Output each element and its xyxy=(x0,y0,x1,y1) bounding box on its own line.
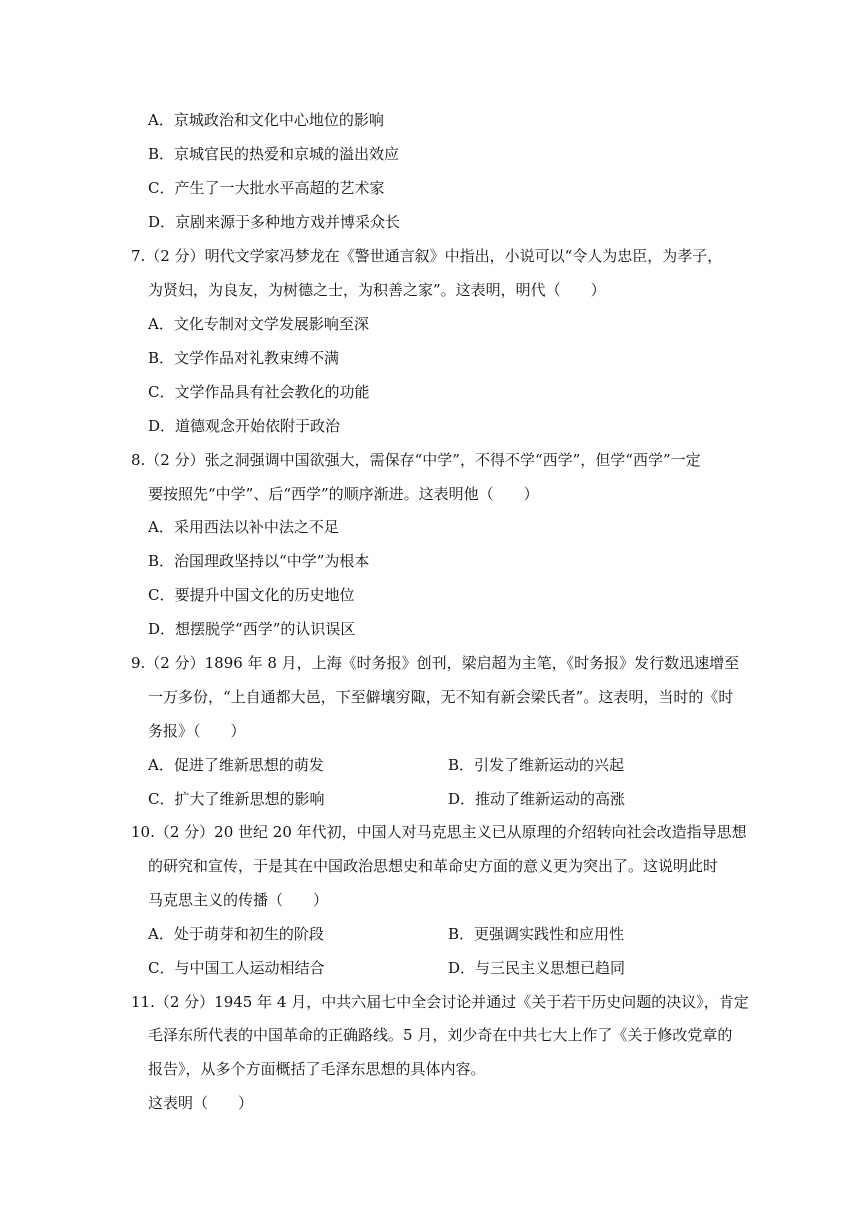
q7-option-b: B．文学作品对礼教束缚不满 xyxy=(148,349,340,367)
q9-option-c: C．扩大了维新思想的影响 xyxy=(148,790,325,808)
q6-option-a: A．京城政治和文化中心地位的影响 xyxy=(148,111,384,129)
q8-stem-line-2: 要按照先“中学”、后“西学”的顺序渐进。这表明他（ ） xyxy=(148,485,539,503)
q8-stem-line-1: 8.（2 分）张之洞强调中国欲强大，需保存“中学”，不得不学“西学”，但学“西学”一定 xyxy=(131,451,701,469)
q7-stem-line-1: 7.（2 分）明代文学家冯梦龙在《警世通言叙》中指出，小说可以“令人为忠臣，为孝子， xyxy=(131,247,723,265)
q10-stem-line-2: 的研究和宣传，于是其在中国政治思想史和革命史方面的意义更为突出了。这说明此时 xyxy=(148,857,719,875)
q7-option-d: D．道德观念开始依附于政治 xyxy=(148,417,341,435)
q11-stem-line-4: 这表明（ ） xyxy=(148,1094,254,1112)
q9-stem-line-3: 务报》（ ） xyxy=(148,722,246,740)
q11-stem-line-1: 11.（2 分）1945 年 4 月，中共六届七中全会讨论并通过《关于若干历史问题的决议》，肯定 xyxy=(131,993,749,1011)
q11-stem-line-2: 毛泽东所代表的中国革命的正确路线。5 月，刘少奇在中共七大上作了《关于修改党章的 xyxy=(148,1026,733,1044)
q8-option-a: A．采用西法以补中法之不足 xyxy=(148,518,339,536)
q10-stem-line-3: 马克思主义的传播（ ） xyxy=(148,891,329,909)
q6-option-d: D．京剧来源于多种地方戏并博采众长 xyxy=(148,213,401,231)
q10-option-d: D．与三民主义思想已趋同 xyxy=(448,959,626,977)
q8-option-d: D．想摆脱学“西学”的认识误区 xyxy=(148,620,356,638)
q10-option-a: A．处于萌芽和初生的阶段 xyxy=(148,925,324,943)
q10-option-c: C．与中国工人运动相结合 xyxy=(148,959,325,977)
q8-option-c: C．要提升中国文化的历史地位 xyxy=(148,586,355,604)
q9-option-b: B．引发了维新运动的兴起 xyxy=(448,756,625,774)
q7-stem-line-2: 为贤妇，为良友，为树德之士，为积善之家”。这表明，明代（ ） xyxy=(148,281,606,299)
q8-option-b: B．治国理政坚持以“中学”为根本 xyxy=(148,552,370,570)
q11-stem-line-3: 报告》，从多个方面概括了毛泽东思想的具体内容。 xyxy=(148,1060,486,1078)
q10-stem-line-1: 10.（2 分）20 世纪 20 年代初，中国人对马克思主义已从原理的介绍转向社会改造指导思想 xyxy=(131,823,747,841)
q7-option-c: C．文学作品具有社会教化的功能 xyxy=(148,383,370,401)
q7-option-a: A．文化专制对文学发展影响至深 xyxy=(148,315,369,333)
q10-option-b: B．更强调实践性和应用性 xyxy=(448,925,625,943)
q9-stem-line-1: 9.（2 分）1896 年 8 月，上海《时务报》创刊，梁启超为主笔，《时务报》发行数迅速增至 xyxy=(131,654,740,672)
q9-stem-line-2: 一万多份，“上自通都大邑，下至僻壤穷陬，无不知有新会梁氏者”。这表明，当时的《时 xyxy=(148,688,734,706)
q9-option-a: A．促进了维新思想的萌发 xyxy=(148,756,324,774)
q9-option-d: D．推动了维新运动的高涨 xyxy=(448,790,626,808)
q6-option-c: C．产生了一大批水平高超的艺术家 xyxy=(148,179,385,197)
q6-option-b: B．京城官民的热爱和京城的溢出效应 xyxy=(148,145,400,163)
